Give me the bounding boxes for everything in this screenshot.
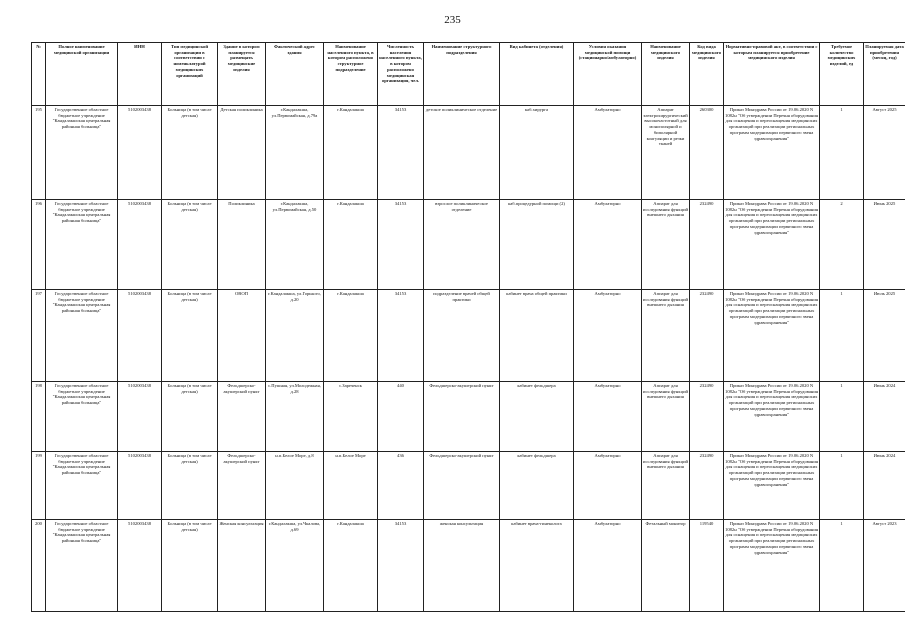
unit-cell: женская консультация — [424, 520, 500, 612]
legal-act-cell: Приказ Минздрава России от 19.06.2020 N 1082н "Об утверждении Перечня оборудования для оснащения и переоснащения медицинских организаций при реализации региональных программ модернизации первичного звена здравоохранения" — [724, 520, 820, 612]
header-cell: Наименование структурного подразделения — [424, 43, 500, 106]
table-row — [32, 452, 905, 520]
planned-date-cell: Август 2025 — [864, 106, 905, 200]
header-cell: Вид кабинета (отделения) — [500, 43, 574, 106]
legal-act-cell: Приказ Минздрава России от 19.06.2020 N 1082н "Об утверждении Перечня оборудования для оснащения и переоснащения медицинских организаций при реализации региональных программ модернизации первичного звена здравоохранения" — [724, 452, 820, 520]
header-cell: Наименование населенного пункта, в котором расположено структурное подразделение — [324, 43, 378, 106]
organization-name: Государственное областное бюджетное учреждение "Кандалакшская центральная районная больница" — [46, 520, 118, 612]
unit-cell: подразделение врачей общей практики — [424, 290, 500, 382]
cabinet-cell: каб.хирурга — [500, 106, 574, 200]
quantity-cell: 1 — [820, 382, 864, 452]
unit-cell: Фельдшерско-акушерский пункт — [424, 452, 500, 520]
cabinet-cell: кабинет фельдшера — [500, 452, 574, 520]
settlement-cell: г.Кандалакша — [324, 520, 378, 612]
settlement-cell: с.Зареченск — [324, 382, 378, 452]
header-cell: Нормативно-правовой акт, в соответствии с которым планируется приобретение медицинского изделия — [724, 43, 820, 106]
building-cell: Фельдшерско-акушерский пункт — [218, 382, 266, 452]
address-cell: г.Кандалакша, ул.Горького, д.20 — [266, 290, 324, 382]
legal-act-cell: Приказ Минздрава России от 19.06.2020 N 1082н "Об утверждении Перечня оборудования для оснащения и переоснащения медицинских организаций при реализации региональных программ модернизации первичного звена здравоохранения" — [724, 200, 820, 290]
header-cell: Требуемое количество медицинских изделий, ед — [820, 43, 864, 106]
header-cell: ИНН — [118, 43, 162, 106]
legal-act-cell: Приказ Минздрава России от 19.06.2020 N 1082н "Об утверждении Перечня оборудования для оснащения и переоснащения медицинских организаций при реализации региональных программ модернизации первичного звена здравоохранения" — [724, 382, 820, 452]
table-row — [32, 106, 905, 200]
quantity-cell: 1 — [820, 290, 864, 382]
organization-name: Государственное областное бюджетное учреждение "Кандалакшская центральная районная больница" — [46, 452, 118, 520]
device-cell: Аппарат для исследования функций внешнего дыхания — [642, 382, 690, 452]
unit-cell: Фельдшерско-акушерский пункт — [424, 382, 500, 452]
table-row — [32, 520, 905, 612]
organization-name: Государственное областное бюджетное учреждение "Кандалакшская центральная районная больница" — [46, 382, 118, 452]
device-cell: Аппарат для исследования функций внешнего дыхания — [642, 290, 690, 382]
row-number: 195 — [32, 106, 46, 200]
conditions-cell: Амбулаторно — [574, 520, 642, 612]
cabinet-cell: каб.процедурной помощи (2) — [500, 200, 574, 290]
organization-name: Государственное областное бюджетное учреждение "Кандалакшская центральная районная больница" — [46, 106, 118, 200]
conditions-cell: Амбулаторно — [574, 106, 642, 200]
org-type-cell: Больница (в том числе детская) — [162, 382, 218, 452]
device-cell: Аппарат электрохирургический высокочастотный для монополярной и биполярной коагуляции и резки тканей — [642, 106, 690, 200]
settlement-cell: г.Кандалакша — [324, 106, 378, 200]
header-cell: Тип медицинской организации в соответствии с номенклатурой медицинских организаций — [162, 43, 218, 106]
planned-date-cell: Август 2023 — [864, 520, 905, 612]
population-cell: 34153 — [378, 290, 424, 382]
population-cell: 440 — [378, 382, 424, 452]
org-type-cell: Больница (в том числе детская) — [162, 106, 218, 200]
device-code-cell: 232490 — [690, 452, 724, 520]
quantity-cell: 1 — [820, 106, 864, 200]
page-number: 235 — [444, 14, 461, 26]
cabinet-cell: кабинет врача-гинеколога — [500, 520, 574, 612]
row-number: 196 — [32, 200, 46, 290]
org-type-cell: Больница (в том числе детская) — [162, 200, 218, 290]
cabinet-cell: кабинет врача общей практики — [500, 290, 574, 382]
organization-name: Государственное областное бюджетное учреждение "Кандалакшская центральная районная больница" — [46, 200, 118, 290]
device-code-cell: 232490 — [690, 200, 724, 290]
row-number: 200 — [32, 520, 46, 612]
inn-cell: 5102003438 — [118, 106, 162, 200]
conditions-cell: Амбулаторно — [574, 382, 642, 452]
settlement-cell: г.Кандалакша — [324, 200, 378, 290]
unit-cell: детское поликлиническое отделение — [424, 106, 500, 200]
row-number: 197 — [32, 290, 46, 382]
header-cell: Полное наименование медицинской организации — [46, 43, 118, 106]
planned-date-cell: Июнь 2024 — [864, 382, 905, 452]
conditions-cell: Амбулаторно — [574, 200, 642, 290]
quantity-cell: 2 — [820, 200, 864, 290]
address-cell: г.Кандалакша, ул.Первомайская, д.79а — [266, 106, 324, 200]
device-code-cell: 232490 — [690, 290, 724, 382]
population-cell: 34153 — [378, 200, 424, 290]
org-type-cell: Больница (в том числе детская) — [162, 520, 218, 612]
address-cell: г.Кандалакша, ул.Чкалова, д.69 — [266, 520, 324, 612]
header-cell: № — [32, 43, 46, 106]
table-row — [32, 382, 905, 452]
conditions-cell: Амбулаторно — [574, 290, 642, 382]
org-type-cell: Больница (в том числе детская) — [162, 452, 218, 520]
planned-date-cell: Июнь 2025 — [864, 200, 905, 290]
building-cell: Детская поликлиника — [218, 106, 266, 200]
org-type-cell: Больница (в том числе детская) — [162, 290, 218, 382]
settlement-cell: г.Кандалакша — [324, 290, 378, 382]
device-code-cell: 232490 — [690, 382, 724, 452]
equipment-table — [31, 42, 905, 612]
cabinet-cell: кабинет фельдшера — [500, 382, 574, 452]
header-row — [32, 43, 905, 106]
address-cell: г.Кандалакша, ул.Первомайская, д.50 — [266, 200, 324, 290]
table-row — [32, 290, 905, 382]
device-cell: Фетальный монитор — [642, 520, 690, 612]
inn-cell: 5102003438 — [118, 382, 162, 452]
building-cell: Женская консультация — [218, 520, 266, 612]
conditions-cell: Амбулаторно — [574, 452, 642, 520]
population-cell: 436 — [378, 452, 424, 520]
address-cell: с.Пушная, ул.Молодежная, д.28 — [266, 382, 324, 452]
device-cell: Аппарат для исследования функций внешнего дыхания — [642, 200, 690, 290]
inn-cell: 5102003438 — [118, 200, 162, 290]
device-code-cell: 260300 — [690, 106, 724, 200]
planned-date-cell: Июль 2025 — [864, 290, 905, 382]
inn-cell: 5102003438 — [118, 520, 162, 612]
header-cell: Фактический адрес здания — [266, 43, 324, 106]
inn-cell: 5102003438 — [118, 452, 162, 520]
header-cell: Планируемая дата приобретения (месяц, год) — [864, 43, 905, 106]
inn-cell: 5102003438 — [118, 290, 162, 382]
device-cell: Аппарат для исследования функций внешнего дыхания — [642, 452, 690, 520]
planned-date-cell: Июнь 2024 — [864, 452, 905, 520]
header-cell: Наименование медицинского изделия — [642, 43, 690, 106]
device-code-cell: 119540 — [690, 520, 724, 612]
quantity-cell: 1 — [820, 452, 864, 520]
legal-act-cell: Приказ Минздрава России от 19.06.2020 N 1082н "Об утверждении Перечня оборудования для оснащения и переоснащения медицинских организаций при реализации региональных программ модернизации первичного звена здравоохранения" — [724, 290, 820, 382]
header-cell: Код вида медицинского изделия — [690, 43, 724, 106]
population-cell: 34153 — [378, 106, 424, 200]
population-cell: 34153 — [378, 520, 424, 612]
building-cell: ОВОП — [218, 290, 266, 382]
table-row — [32, 200, 905, 290]
quantity-cell: 1 — [820, 520, 864, 612]
address-cell: н.п.Белое Море, д.8 — [266, 452, 324, 520]
header-cell: Здание в котором планируется размещать медицинские изделия — [218, 43, 266, 106]
settlement-cell: н.п.Белое Море — [324, 452, 378, 520]
header-cell: Условия оказания медицинской помощи (стационарно/амбулаторно) — [574, 43, 642, 106]
row-number: 198 — [32, 382, 46, 452]
organization-name: Государственное областное бюджетное учреждение "Кандалакшская центральная районная больница" — [46, 290, 118, 382]
building-cell: Поликлиника — [218, 200, 266, 290]
header-cell: Численность населения населенного пункта, в котором расположено медицинская организация, чел. — [378, 43, 424, 106]
legal-act-cell: Приказ Минздрава России от 19.06.2020 N 1082н "Об утверждении Перечня оборудования для оснащения и переоснащения медицинских организаций при реализации региональных программ модернизации первичного звена здравоохранения" — [724, 106, 820, 200]
building-cell: Фельдшерско-акушерский пункт — [218, 452, 266, 520]
unit-cell: взрослое поликлиническое отделение — [424, 200, 500, 290]
row-number: 199 — [32, 452, 46, 520]
